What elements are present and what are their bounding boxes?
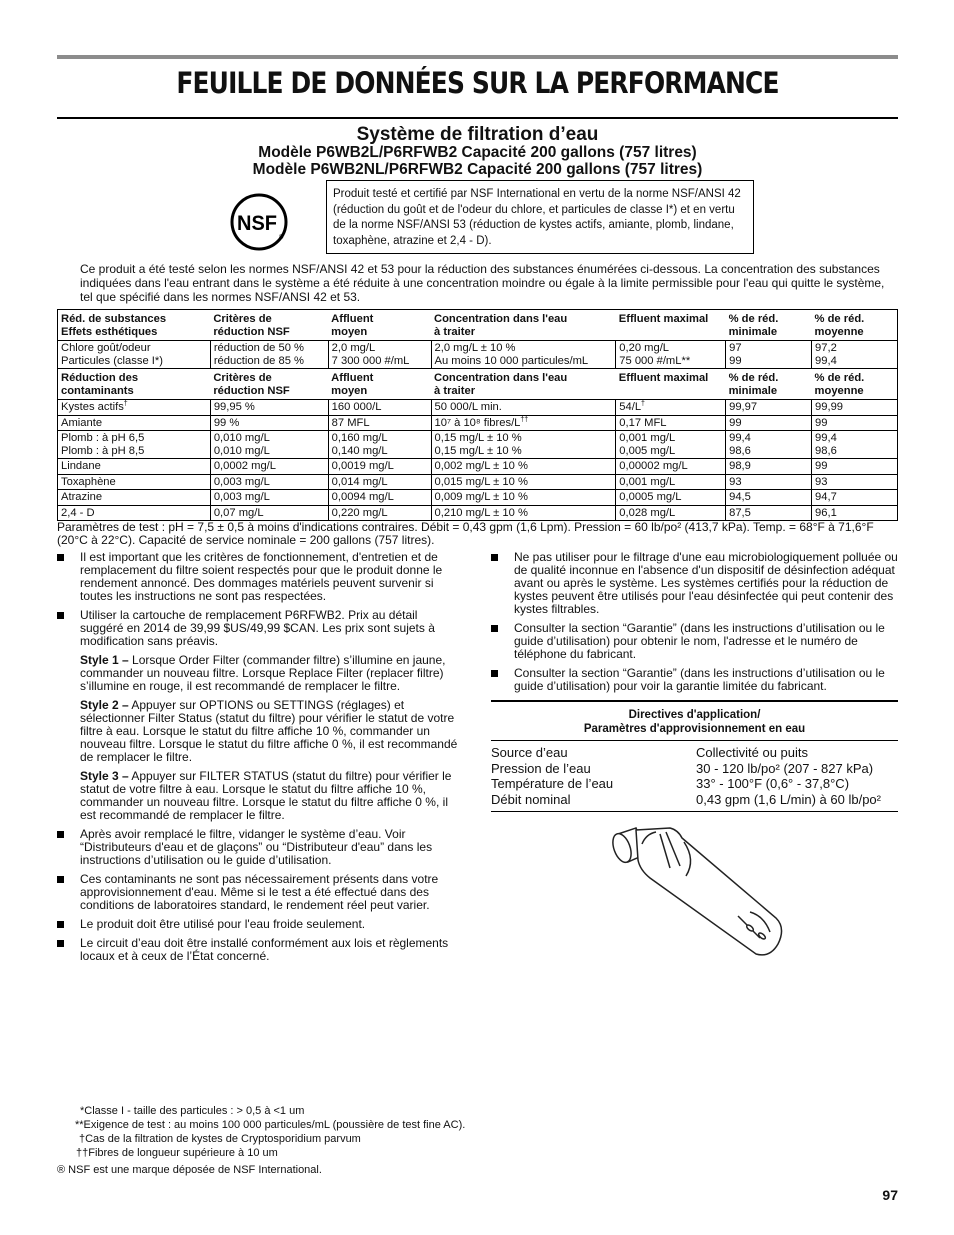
table-cell: 2,4 - D [58, 505, 211, 521]
table-cell: 0,0094 mg/L [328, 490, 431, 506]
table-cell: 0,15 mg/L ± 10 % 0,15 mg/L ± 10 % [431, 431, 616, 459]
table-cell: Toxaphène [58, 474, 211, 490]
table-cell: 0,220 mg/L [328, 505, 431, 521]
table-cell: 93 [726, 474, 812, 490]
table-cell: Plomb : à pH 6,5 Plomb : à pH 8,5 [58, 431, 211, 459]
left-column [57, 551, 463, 969]
intro-paragraph: Ce produit a été testé selon les normes NSF/ANSI 42 et 53 pour la réduction des substances énumérées ci-dessous. La concentration des substances indiquées dans l'eau entrant dans le système a été réduite à une concentration moindre ou égale à la limite permissible pour l'eau qui quitte le système, tel que spécifié dans les normes NSF/ANSI 42 et 53. [80, 262, 885, 304]
page-number: 97 [882, 1187, 898, 1203]
guideline-row: Source d’eau Collectivité ou puits [491, 745, 808, 760]
bullet-square-icon [57, 831, 64, 838]
table-cell: 0,015 mg/L ± 10 % [431, 474, 616, 490]
table-row [58, 490, 898, 506]
svg-text:®: ® [279, 235, 284, 241]
table-row [58, 341, 898, 369]
nsf-logo-icon [230, 193, 288, 251]
table-cell: Réduction des contaminants [58, 369, 211, 400]
table-cell: 87,5 [726, 505, 812, 521]
bullet-item: Après avoir remplacé le filtre, vidanger le système d’eau. Voir “Distributeurs d'eau et de glaçons” ou “Distributeur d'eau” dans les instructions d’utilisation ou le guide d’utilisation. [57, 828, 463, 867]
title-rule [57, 117, 898, 119]
style-3-paragraph: Style 3 – Appuyer sur FILTER STATUS (statut du filtre) pour vérifier le statut de votre filtre à eau. Lorsque le statut du filtre affiche 10 %, commander un nouveau filtre. Lorsque le statut du filtre affiche 0 %, il est recommandé de remplacer le filtre. [80, 769, 452, 822]
table-cell: 0,028 mg/L [616, 505, 726, 521]
bullet-item: Le produit doit être utilisé pour l'eau froide seulement. [57, 918, 463, 931]
table-cell: 54/L† [616, 400, 726, 416]
table-row [58, 474, 898, 490]
performance-table [57, 309, 898, 521]
filter-cartridge-illustration [600, 820, 800, 970]
table-row [58, 505, 898, 521]
table-cell: 0,001 mg/L 0,005 mg/L [616, 431, 726, 459]
footnote: ††Fibres de longueur supérieure à 10 um [76, 1147, 278, 1159]
table-cell: 93 [812, 474, 898, 490]
trademark-note: ® NSF est une marque déposée de NSF International. [57, 1164, 322, 1176]
table-cell: 2,0 mg/L 7 300 000 #/mL [328, 341, 431, 369]
guidelines-heading: Directives d'application/ Paramètres d'approvisionnement en eau [583, 709, 806, 735]
table-header-row [58, 310, 898, 341]
table-cell: 0,00002 mg/L [616, 459, 726, 475]
guideline-row: Débit nominal 0,43 gpm (1,6 L/min) à 60 lb/po² [491, 791, 881, 807]
table-cell: 0,07 mg/L [210, 505, 328, 521]
nsf-certification-box: Produit testé et certifié par NSF International en vertu de la norme NSF/ANSI 42 (réduction du goût et de l'odeur du chlore, et particules de classe I*) et en vertu de la norme NSF/ANSI 53 (réduction de kystes actifs, amiante, plomb, lindane, toxaphène, atrazine et 2,4 - D). [326, 180, 754, 254]
system-subtitle: Système de filtration d’eau [356, 124, 599, 145]
bullet-square-icon [491, 625, 498, 632]
footnote: **Exigence de test : au moins 100 000 particules/mL (poussière de test fine AC). [75, 1119, 466, 1131]
svg-text:NSF: NSF [237, 212, 278, 235]
table-cell: Concentration dans l'eau à traiter [431, 310, 616, 341]
table-cell: 96,1 [812, 505, 898, 521]
table-cell: Réd. de substances Effets esthétiques [58, 310, 211, 341]
table-cell: réduction de 50 % réduction de 85 % [210, 341, 328, 369]
bullet-item: Ne pas utiliser pour le filtrage d'une eau microbiologiquement polluée ou de qualité inconnue en l'absence d'un dispositif de désinfection adéquat avant ou après le système. Les systèmes certifiés pour la réduction de kystes peuvent être utilisés pour l'eau désinfectée qui peut contenir des kystes filtrables. [491, 551, 898, 616]
table-cell: 0,001 mg/L [616, 474, 726, 490]
table-cell: Critères de réduction NSF [210, 310, 328, 341]
table-row [58, 459, 898, 475]
bullet-square-icon [57, 876, 64, 883]
table-header-row [58, 369, 898, 400]
table-cell: 0,17 MFL [616, 415, 726, 431]
bullet-square-icon [57, 612, 64, 619]
model-line-1: Modèle P6WB2L/P6RFWB2 Capacité 200 gallons (757 litres) [258, 144, 697, 161]
table-cell: 0,003 mg/L [210, 490, 328, 506]
table-cell: 160 000/L [328, 400, 431, 416]
table-row [58, 415, 898, 431]
bullet-item: Le circuit d’eau doit être installé conformément aux lois et règlements locaux et à ceux de l’État concerné. [57, 937, 463, 963]
table-cell: 0,210 mg/L ± 10 % [431, 505, 616, 521]
table-cell: Critères de réduction NSF [210, 369, 328, 400]
bullet-item: Utiliser la cartouche de remplacement P6RFWB2. Prix au détail suggéré en 2014 de 39,99 $US/49,99 $CAN. Les prix sont sujets à modification sans préavis. [57, 609, 463, 648]
table-cell: % de réd. moyenne [812, 310, 898, 341]
page-title: FEUILLE DE DONNÉES SUR LA PERFORMANCE [176, 66, 779, 100]
table-cell: 99 [812, 459, 898, 475]
table-cell: 0,010 mg/L 0,010 mg/L [210, 431, 328, 459]
bullet-square-icon [57, 921, 64, 928]
model-line-2: Modèle P6WB2NL/P6RFWB2 Capacité 200 gallons (757 litres) [252, 161, 703, 178]
table-cell: % de réd. moyenne [812, 369, 898, 400]
table-cell: Amiante [58, 415, 211, 431]
guidelines-bottom-rule [491, 811, 898, 812]
table-cell: 94,7 [812, 490, 898, 506]
bullet-square-icon [57, 554, 64, 561]
table-cell: 99,97 [726, 400, 812, 416]
table-cell: 0,0005 mg/L [616, 490, 726, 506]
table-cell: % de réd. minimale [726, 310, 812, 341]
table-cell: 2,0 mg/L ± 10 % Au moins 10 000 particules/mL [431, 341, 616, 369]
table-cell: 99,4 98,6 [726, 431, 812, 459]
style-1-paragraph: Style 1 – Lorsque Order Filter (commander filtre) s’illumine en jaune, commander un nouveau filtre. Lorsque Replace Filter (replacer filtre) s’illumine en rouge, il est recommandé de remplacer le filtre. [80, 653, 446, 693]
table-cell: 97,2 99,4 [812, 341, 898, 369]
table-cell: 99,99 [812, 400, 898, 416]
table-cell: 99 % [210, 415, 328, 431]
guideline-row: Pression de l’eau 30 - 120 lb/po² (207 - 827 kPa) [491, 760, 874, 776]
bullet-square-icon [491, 670, 498, 677]
bullet-item: Consulter la section “Garantie” (dans les instructions d’utilisation ou le guide d’utilisation) pour voir la garantie limitée du fabricant. [491, 667, 898, 693]
table-row [58, 431, 898, 459]
table-cell: 99 [812, 415, 898, 431]
style-2-paragraph: Style 2 – Appuyer sur OPTIONS ou SETTINGS (réglages) et sélectionner Filter Status (statut du filtre) pour vérifier le statut de votre filtre à eau. Lorsque le statut du filtre affiche 10 %, commander un nouveau filtre. Lorsque le statut du filtre affiche 0 %, il est recommandé de remplacer le filtre. [80, 698, 458, 764]
table-cell: 10⁷ à 10⁸ fibres/L†† [431, 415, 616, 431]
table-cell: Chlore goût/odeur Particules (classe I*) [58, 341, 211, 369]
table-cell: 0,002 mg/L ± 10 % [431, 459, 616, 475]
test-parameters: Paramètres de test : pH = 7,5 ± 0,5 à moins d'indications contraires. Débit = 0,43 gpm (1,6 Lpm). Pression = 60 lb/po² (413,7 kPa). Temp. = 68°F à 71,6°F (20°C à 22°C). Capacité de service nominale = 200 gallons (757 litres). [57, 520, 874, 547]
table-cell: 94,5 [726, 490, 812, 506]
top-rule [57, 55, 898, 59]
table-cell: Concentration dans l'eau à traiter [431, 369, 616, 400]
table-cell: Affluent moyen [328, 369, 431, 400]
bullet-item: Il est important que les critères de fonctionnement, d'entretien et de remplacement du filtre soient respectés pour que le produit donne le rendement annoncé. Des dommages matériels peuvent survenir si toutes les instructions ne sont pas respectées. [57, 551, 463, 603]
table-cell: 0,003 mg/L [210, 474, 328, 490]
table-cell: 99,4 98,6 [812, 431, 898, 459]
bullet-item: Consulter la section “Garantie” (dans les instructions d’utilisation ou le guide d’utilisation) pour obtenir le nom, l'adresse et le numéro de téléphone du fabricant. [491, 622, 898, 661]
guideline-row: Température de l’eau 33° - 100°F (0,6° - 37,8°C) [491, 776, 850, 791]
table-cell: 99,95 % [210, 400, 328, 416]
table-cell: 98,9 [726, 459, 812, 475]
table-cell: Lindane [58, 459, 211, 475]
table-cell: 97 99 [726, 341, 812, 369]
application-guidelines-box [491, 700, 898, 812]
bullet-item: Ces contaminants ne sont pas nécessairement présents dans votre approvisionnement d'eau. Même si le test a été effectué dans des conditions de laboratoires standard, le rendement réel peut varier. [57, 873, 463, 912]
table-cell: 99 [726, 415, 812, 431]
table-cell: 0,20 mg/L 75 000 #/mL** [616, 341, 726, 369]
table-cell: Kystes actifs† [58, 400, 211, 416]
footnote: *Classe I - taille des particules : > 0,5 à <1 um [80, 1105, 305, 1117]
table-cell: 87 MFL [328, 415, 431, 431]
table-cell: % de réd. minimale [726, 369, 812, 400]
table-cell: 0,014 mg/L [328, 474, 431, 490]
table-cell: 0,0019 mg/L [328, 459, 431, 475]
bullet-square-icon [57, 940, 64, 947]
right-column [491, 551, 898, 699]
table-cell: Affluent moyen [328, 310, 431, 341]
table-cell: Effluent maximal [616, 310, 726, 341]
table-cell: 0,160 mg/L 0,140 mg/L [328, 431, 431, 459]
table-cell: 50 000/L min. [431, 400, 616, 416]
table-cell: Atrazine [58, 490, 211, 506]
table-cell: 0,009 mg/L ± 10 % [431, 490, 616, 506]
table-cell: Effluent maximal [616, 369, 726, 400]
footnote: †Cas de la filtration de kystes de Cryptosporidium parvum [79, 1133, 361, 1145]
table-cell: 0,0002 mg/L [210, 459, 328, 475]
table-row [58, 400, 898, 416]
bullet-square-icon [491, 554, 498, 561]
